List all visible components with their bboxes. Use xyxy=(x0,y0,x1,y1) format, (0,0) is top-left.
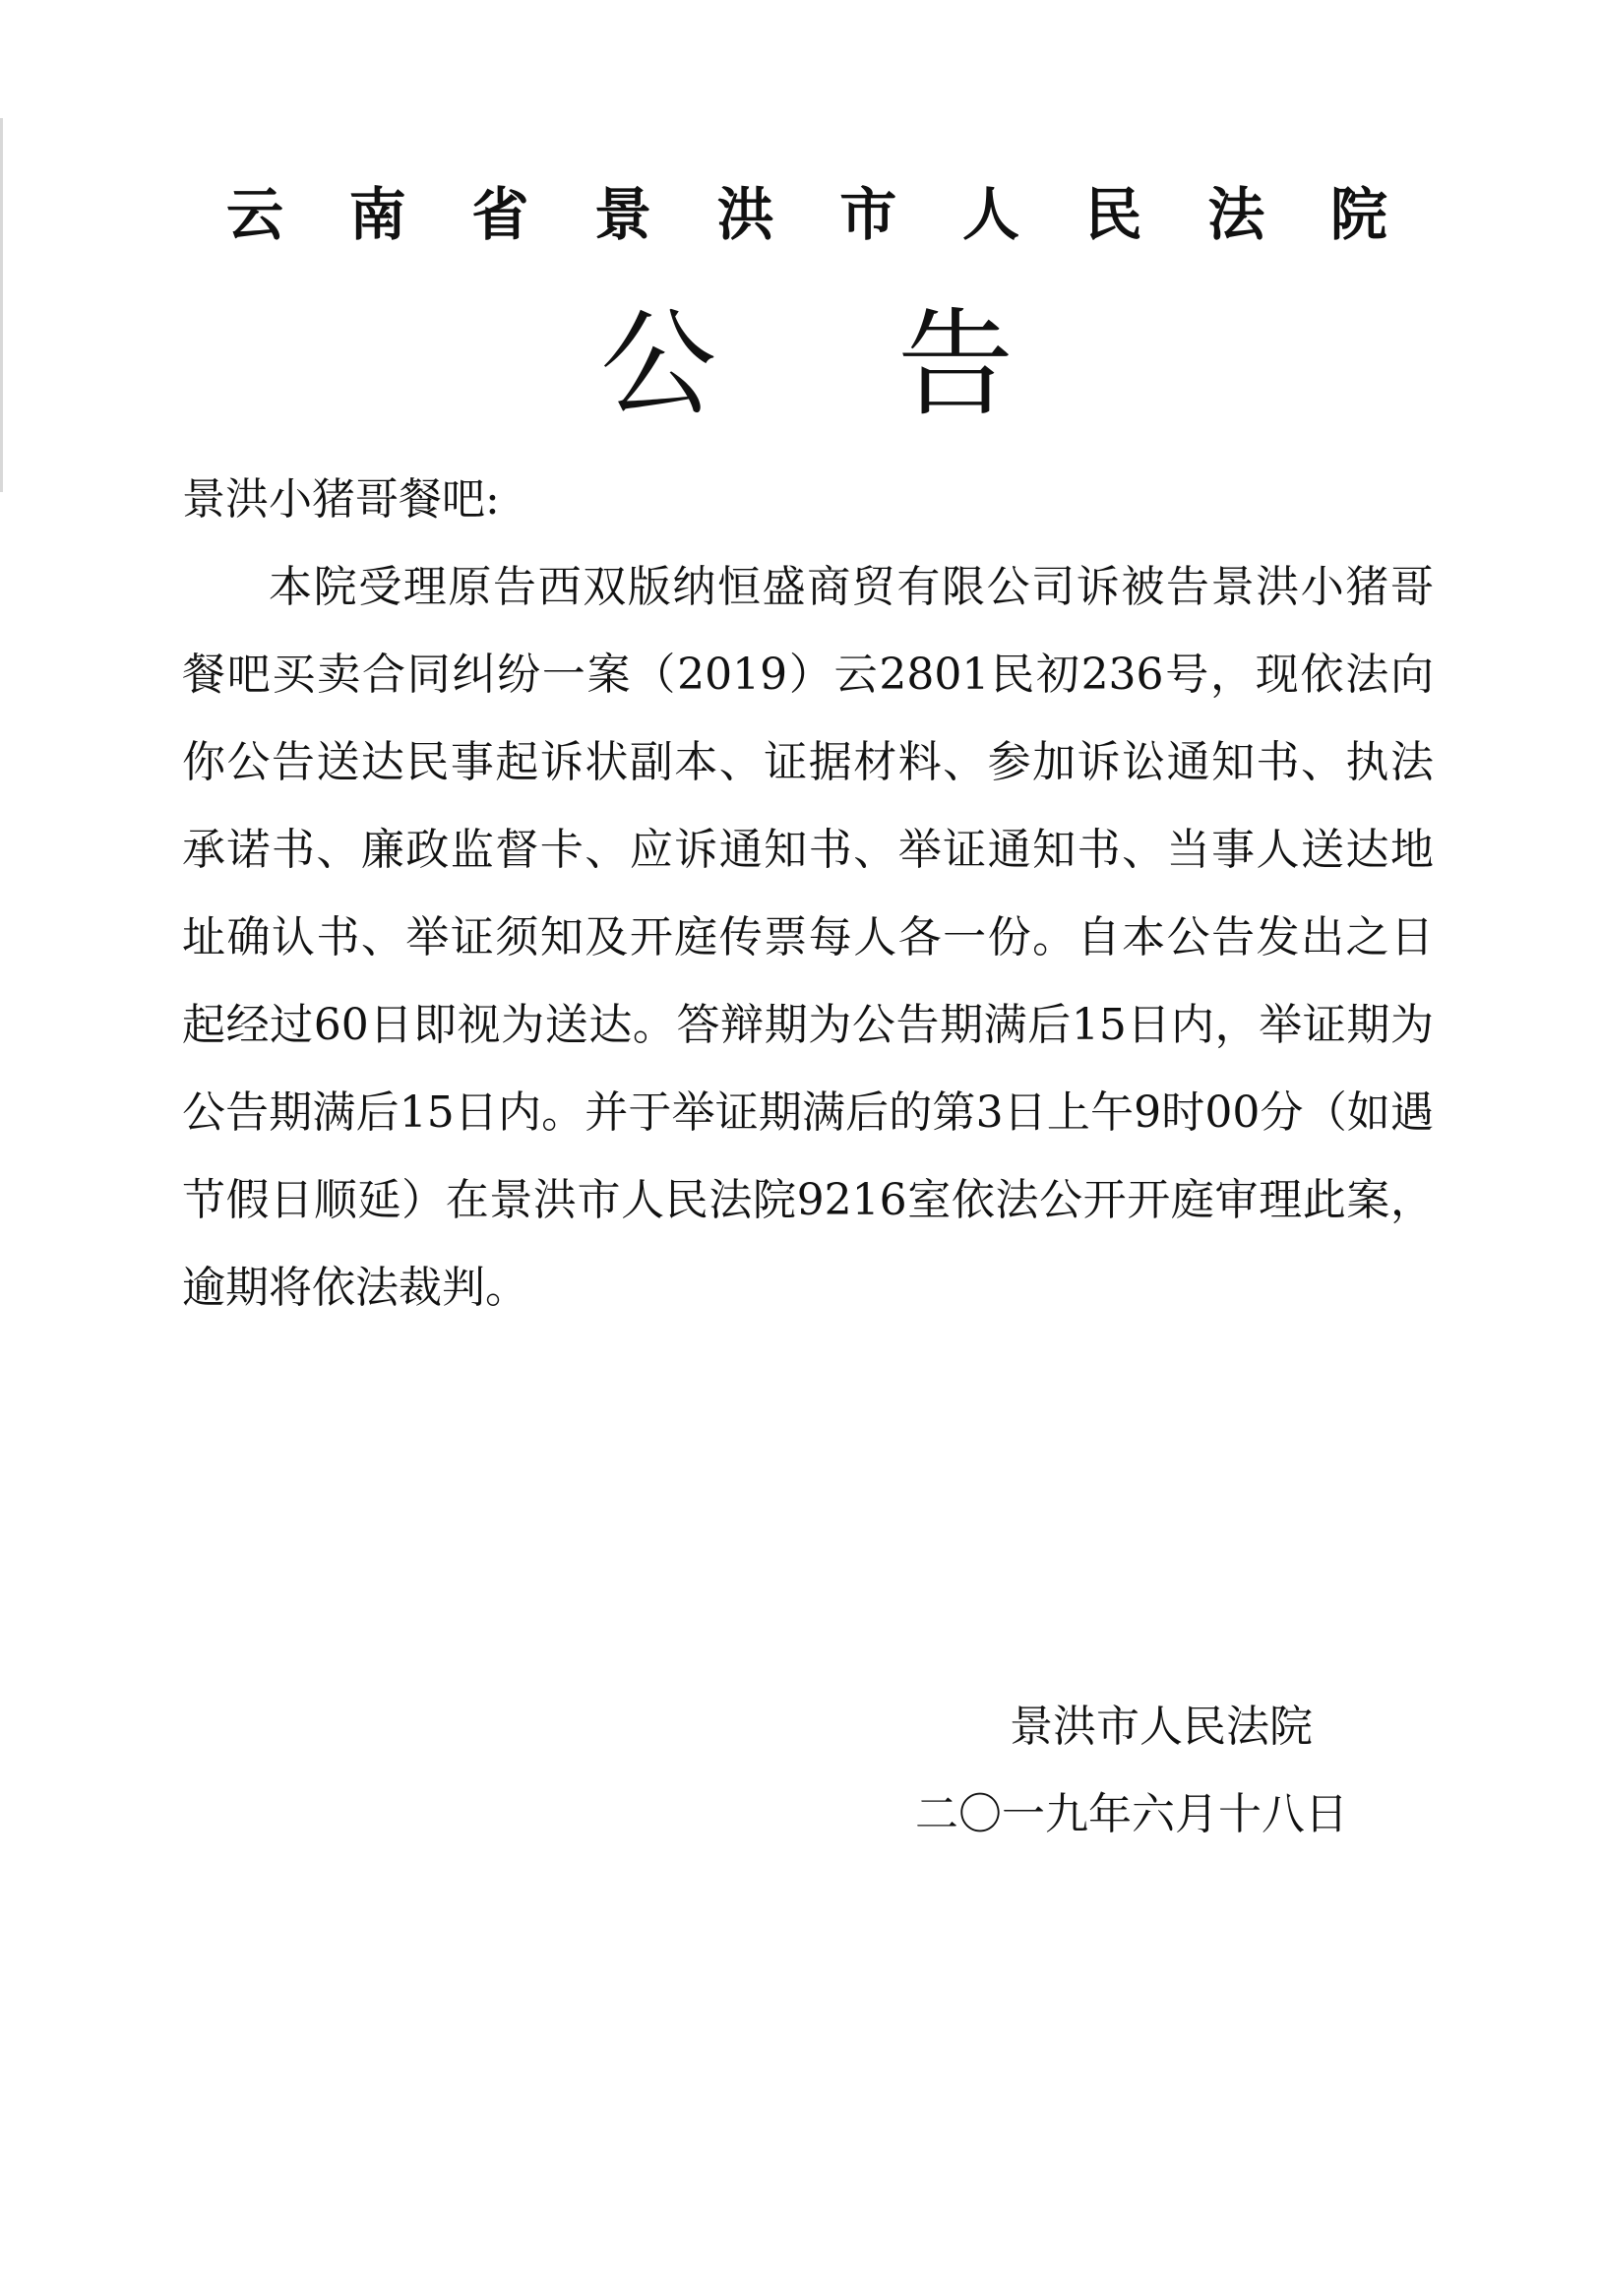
court-name-char: 云 xyxy=(226,181,284,248)
title-char: 告 xyxy=(896,296,1014,432)
court-name-char: 人 xyxy=(961,181,1019,248)
notice-paragraph: 本院受理原告西双版纳恒盛商贸有限公司诉被告景洪小猪哥餐吧买卖合同纠纷一案（2019）云2801民初236号，现依法向你公告送达民事起诉状副本、证据材料、参加诉讼通知书、执法承诺书、廉政监督卡、应诉通知书、举证通知书、当事人送达地址确认书、举证须知及开庭传票每人各一份。自本公告发出之日起经过60日即视为送达。答辩期为公告期满后15日内，举证期为公告期满后15日内。并于举证期满后的第3日上午9时00分（如遇节假日顺延）在景洪市人民法院9216室依法公开开庭审理此案，逾期将依法裁判。 xyxy=(182,562,1434,1313)
court-name-char: 民 xyxy=(1084,181,1142,248)
court-name-char: 市 xyxy=(839,181,897,248)
court-name-char: 南 xyxy=(348,181,406,248)
notice-title xyxy=(600,295,1014,433)
scan-edge xyxy=(0,118,3,492)
court-name-char: 景 xyxy=(593,181,651,248)
court-name-heading xyxy=(226,175,1387,254)
court-name-char: 院 xyxy=(1329,181,1387,248)
signature-date: 二〇一九年六月十八日 xyxy=(915,1789,1348,1839)
court-name-char: 洪 xyxy=(716,181,774,248)
addressee: 景洪小猪哥餐吧: xyxy=(182,474,500,525)
court-name-char: 法 xyxy=(1207,181,1265,248)
court-name-char: 省 xyxy=(471,181,529,248)
signature-block xyxy=(886,1683,1378,1858)
notice-body xyxy=(182,456,1434,1332)
title-char: 公 xyxy=(600,296,717,432)
signature-court: 景洪市人民法院 xyxy=(1010,1702,1313,1752)
